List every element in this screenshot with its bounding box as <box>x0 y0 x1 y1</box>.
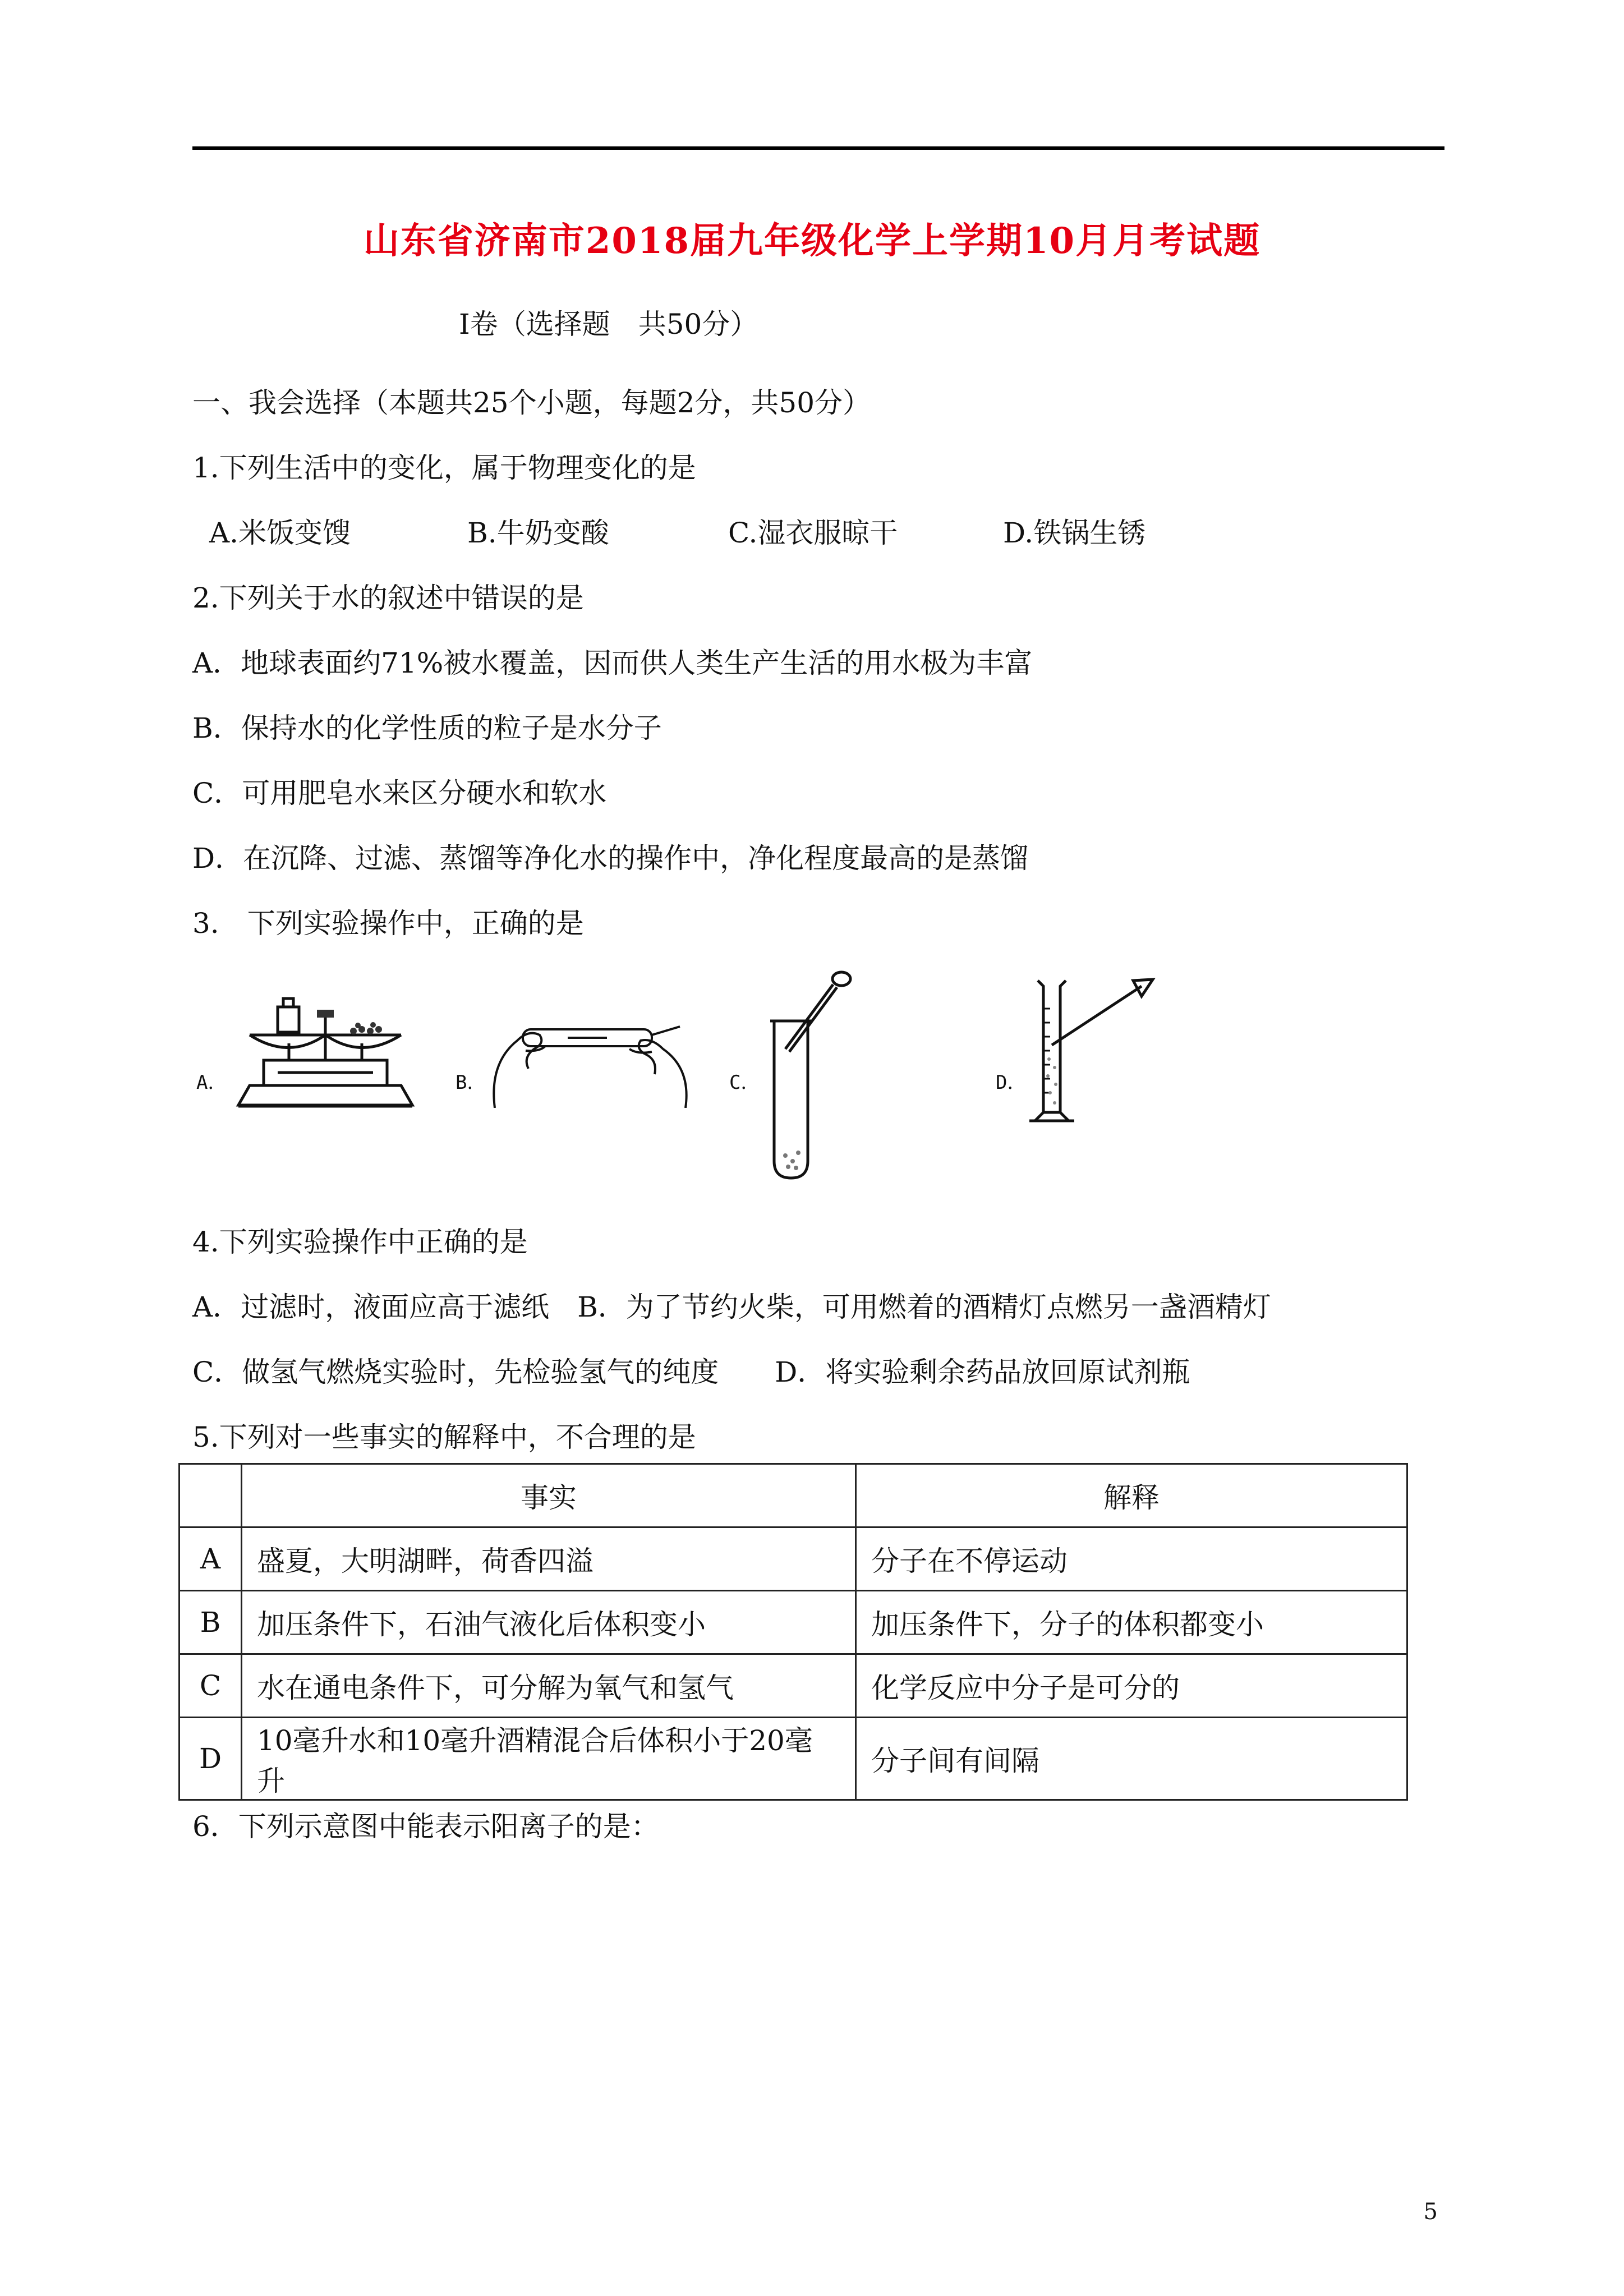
q2-stem: 2.下列关于水的叙述中错误的是 <box>192 582 584 614</box>
balance-scale-figure <box>227 976 424 1111</box>
table-row <box>180 1718 1407 1800</box>
q1-option-a: A.米饭变馊 <box>209 517 351 549</box>
q6-stem: 6．下列示意图中能表示阳离子的是： <box>192 1810 659 1843</box>
row-explanation: 加压条件下，分子的体积都变小 <box>856 1591 1407 1654</box>
q2-option-a: A．地球表面约71%被水覆盖，因而供人类生产生活的用水极为丰富 <box>192 647 1033 679</box>
row-explanation: 分子在不停运动 <box>856 1527 1407 1591</box>
test-tube-dropper-figure <box>760 970 855 1184</box>
q1-stem: 1.下列生活中的变化，属于物理变化的是 <box>192 452 696 484</box>
q2-option-b: B．保持水的化学性质的粒子是水分子 <box>192 712 662 744</box>
q1-option-d: D.铁锅生锈 <box>1003 517 1146 549</box>
part-one-heading: 一、我会选择（本题共25个小题，每题2分，共50分） <box>192 386 871 419</box>
q3-figure-c-label: C． <box>729 1071 760 1094</box>
header-rule <box>192 146 1444 150</box>
table-header-explanation: 解释 <box>856 1464 1407 1527</box>
q3-stem: 3. 下列实验操作中，正确的是 <box>192 907 584 940</box>
q5-facts-table <box>178 1463 1408 1801</box>
table-row <box>180 1654 1407 1718</box>
q2-option-c: C．可用肥皂水来区分硬水和软水 <box>192 777 607 809</box>
q3-figure-d-label: D． <box>996 1071 1027 1094</box>
table-header-blank <box>180 1464 242 1527</box>
table-header-row <box>180 1464 1407 1527</box>
row-letter: D <box>180 1718 242 1800</box>
q1-option-c: C.湿衣服晾干 <box>728 517 898 549</box>
q5-stem: 5.下列对一些事实的解释中，不合理的是 <box>192 1421 696 1453</box>
q3-figure-a-label: A． <box>196 1071 227 1094</box>
q4-options-line1: A．过滤时，液面应高于滤纸 B．为了节约火柴，可用燃着的酒精灯点燃另一盏酒精灯 <box>192 1291 1271 1323</box>
table-header-fact: 事实 <box>242 1464 856 1527</box>
table-row <box>180 1527 1407 1591</box>
row-fact: 加压条件下，石油气液化后体积变小 <box>242 1591 856 1654</box>
graduated-cylinder-figure <box>1027 975 1156 1126</box>
row-letter: A <box>180 1527 242 1591</box>
row-fact: 盛夏，大明湖畔，荷香四溢 <box>242 1527 856 1591</box>
page-title: 山东省济南市2018届九年级化学上学期10月月考试题 <box>363 220 1261 262</box>
q2-option-d: D．在沉降、过滤、蒸馏等净化水的操作中，净化程度最高的是蒸馏 <box>192 842 1029 875</box>
q3-figure-b-label: B． <box>456 1071 486 1094</box>
row-explanation: 分子间有间隔 <box>856 1718 1407 1800</box>
row-fact: 水在通电条件下，可分解为氧气和氢气 <box>242 1654 856 1718</box>
q4-options-line2: C．做氢气燃烧实验时，先检验氢气的纯度 D．将实验剩余药品放回原试剂瓶 <box>192 1356 1190 1388</box>
q4-stem: 4.下列实验操作中正确的是 <box>192 1226 528 1258</box>
row-letter: C <box>180 1654 242 1718</box>
row-explanation: 化学反应中分子是可分的 <box>856 1654 1407 1718</box>
q1-option-b: B.牛奶变酸 <box>467 517 609 549</box>
page-number: 5 <box>1423 2199 1438 2225</box>
hands-holding-tube-figure <box>484 996 697 1108</box>
row-fact: 10毫升水和10毫升酒精混合后体积小于20毫升 <box>242 1718 856 1800</box>
table-row <box>180 1591 1407 1654</box>
row-letter: B <box>180 1591 242 1654</box>
section-header: Ⅰ卷（选择题 共50分） <box>459 308 758 341</box>
